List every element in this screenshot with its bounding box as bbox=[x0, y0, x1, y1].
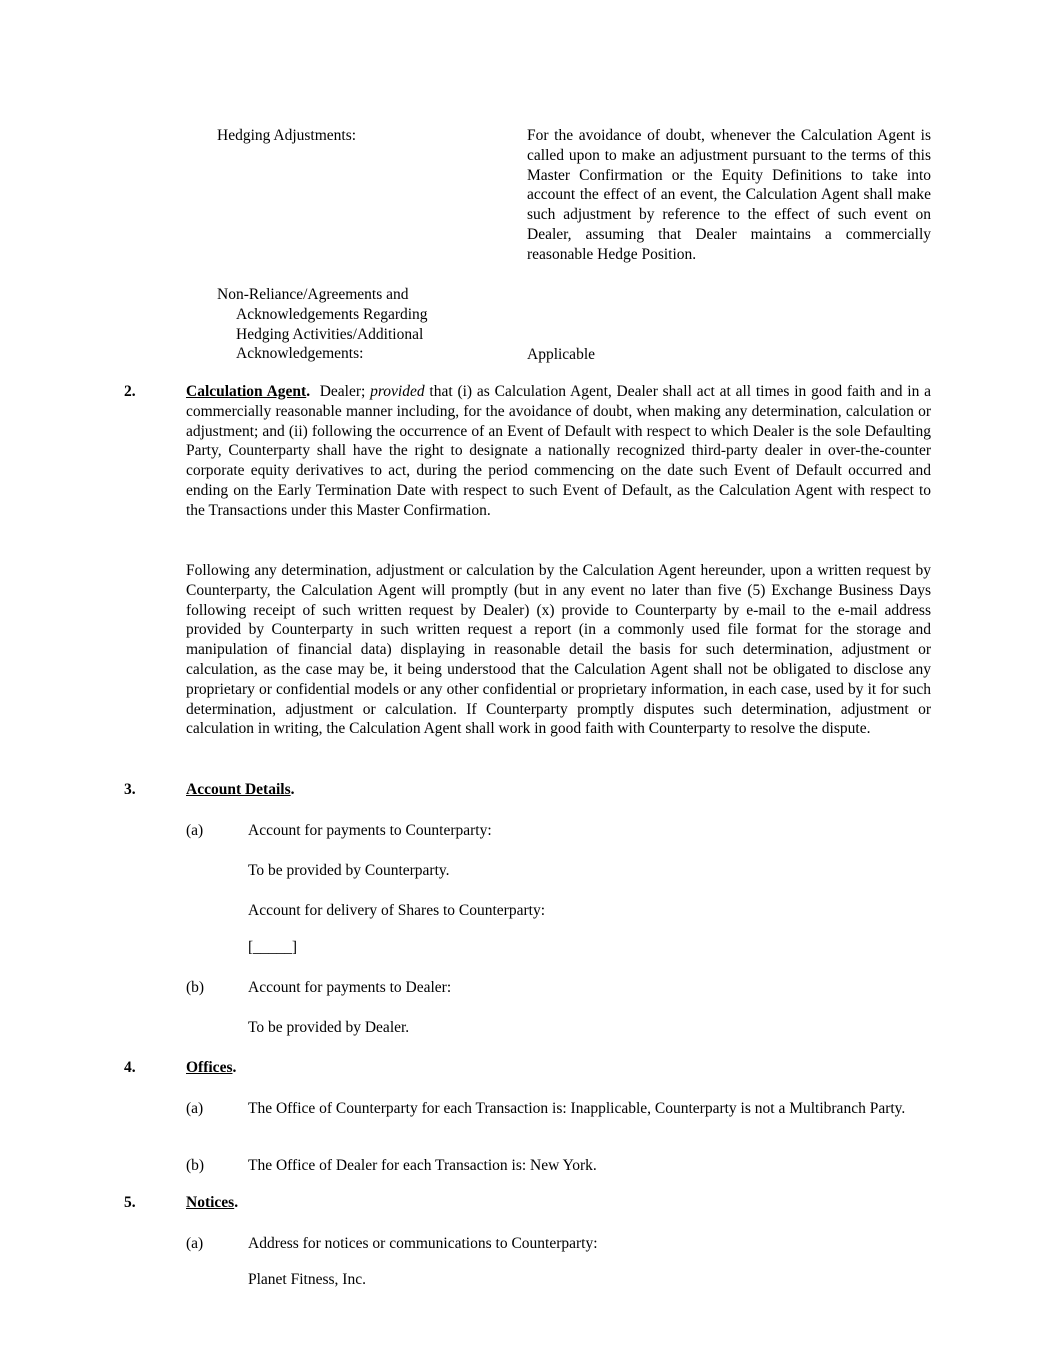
non-reliance-label-line: Non-Reliance/Agreements and bbox=[217, 286, 409, 303]
non-reliance-value: Applicable bbox=[527, 346, 596, 363]
section-3-a-label: (a) bbox=[186, 822, 204, 839]
section-4-title: Offices bbox=[186, 1059, 233, 1076]
section-3-a-text: Account for payments to Counterparty: bbox=[248, 822, 492, 839]
non-reliance-label-line: Acknowledgements Regarding bbox=[236, 305, 428, 323]
section-2-number: 2. bbox=[124, 383, 136, 400]
section-4-number: 4. bbox=[124, 1059, 136, 1076]
section-2-provided: provided bbox=[370, 383, 425, 400]
section-5-number: 5. bbox=[124, 1194, 136, 1211]
non-reliance-label bbox=[217, 285, 517, 364]
section-5-title: Notices bbox=[186, 1194, 235, 1211]
section-5-heading bbox=[186, 1193, 238, 1213]
section-5-a-value: Planet Fitness, Inc. bbox=[248, 1271, 366, 1288]
section-2-title-period: . bbox=[306, 383, 311, 400]
section-2-title: Calculation Agent bbox=[186, 383, 307, 400]
section-3-title: Account Details bbox=[186, 781, 291, 798]
section-2-paragraph-1 bbox=[186, 382, 931, 521]
section-3-b-value: To be provided by Dealer. bbox=[248, 1019, 410, 1036]
section-4-title-period: . bbox=[232, 1059, 237, 1076]
section-4-b-text: The Office of Dealer for each Transaction is: New York. bbox=[248, 1157, 597, 1174]
section-4-a-label: (a) bbox=[186, 1100, 204, 1117]
section-3-a2-value: [_____] bbox=[248, 939, 298, 956]
section-3-b-label: (b) bbox=[186, 979, 205, 996]
hedging-adjustments-label: Hedging Adjustments: bbox=[217, 127, 357, 144]
section-4-b-label: (b) bbox=[186, 1157, 205, 1174]
section-2-lead: Dealer; bbox=[319, 383, 371, 400]
non-reliance-label-line: Hedging Activities/Additional bbox=[236, 325, 424, 343]
section-5-a-label: (a) bbox=[186, 1235, 204, 1252]
section-2-p1-rest: that (i) as Calculation Agent, Dealer shall act at all times in good faith and in a commercially reasonable manner including, for the avoidance of doubt, when making any determination, calculation or adjustment; and (ii) following the occurrence of an Event of Default with respect to which Dealer is the sole Defaulting Party, Counterparty shall have the right to designate a nationally recognized third-party dealer in over-the-counter corporate equity derivatives to act, during the period commencing on the date such Event of Default occurred and ending on the Early Termination Date with respect to such Event of Default, as the Calculation Agent with respect to the Transactions under this Master Confirmation. bbox=[186, 383, 932, 519]
section-3-a2-text: Account for delivery of Shares to Counterparty: bbox=[248, 902, 545, 919]
non-reliance-label-line: Acknowledgements: bbox=[236, 345, 364, 363]
section-3-b-text: Account for payments to Dealer: bbox=[248, 979, 452, 996]
section-4-a-text: The Office of Counterparty for each Transaction is: Inapplicable, Counterparty is not a Multibranch Party. bbox=[248, 1100, 906, 1117]
section-3-number: 3. bbox=[124, 781, 136, 798]
hedging-adjustments-text: For the avoidance of doubt, whenever the Calculation Agent is called upon to make an adjustment pursuant to the terms of this Master Confirmation or the Equity Definitions to take into account the effect of an event, the Calculation Agent shall make such adjustment by reference to the effect of such event on Dealer, assuming that Dealer maintains a commercially reasonable Hedge Position. bbox=[527, 127, 931, 263]
section-5-a-text: Address for notices or communications to Counterparty: bbox=[248, 1235, 598, 1252]
section-4-heading bbox=[186, 1058, 236, 1078]
section-3-title-period: . bbox=[290, 781, 295, 798]
section-5-title-period: . bbox=[234, 1194, 239, 1211]
section-2-paragraph-2: Following any determination, adjustment or calculation by the Calculation Agent hereunder, upon a written request by Counterparty, the Calculation Agent will promptly (but in any event no later than five (5) Exchange Business Days following receipt of such written request by Dealer) (x) provide to Counterparty by e-mail to the e-mail address provided by Counterparty in such written request a report (in a commonly used file format for the storage and manipulation of financial data) displaying in reasonable detail the basis for such determination, adjustment or calculation, as the case may be, it being understood that the Calculation Agent shall not be obligated to disclose any proprietary or confidential models or any other confidential or proprietary information, in each case, used by it for such determination, adjustment or calculation. If Counterparty promptly disputes such determination, adjustment or calculation in writing, the Calculation Agent shall work in good faith with Counterparty to resolve the dispute. bbox=[186, 562, 931, 738]
section-3-a-value: To be provided by Counterparty. bbox=[248, 862, 450, 879]
section-3-heading bbox=[186, 780, 295, 800]
